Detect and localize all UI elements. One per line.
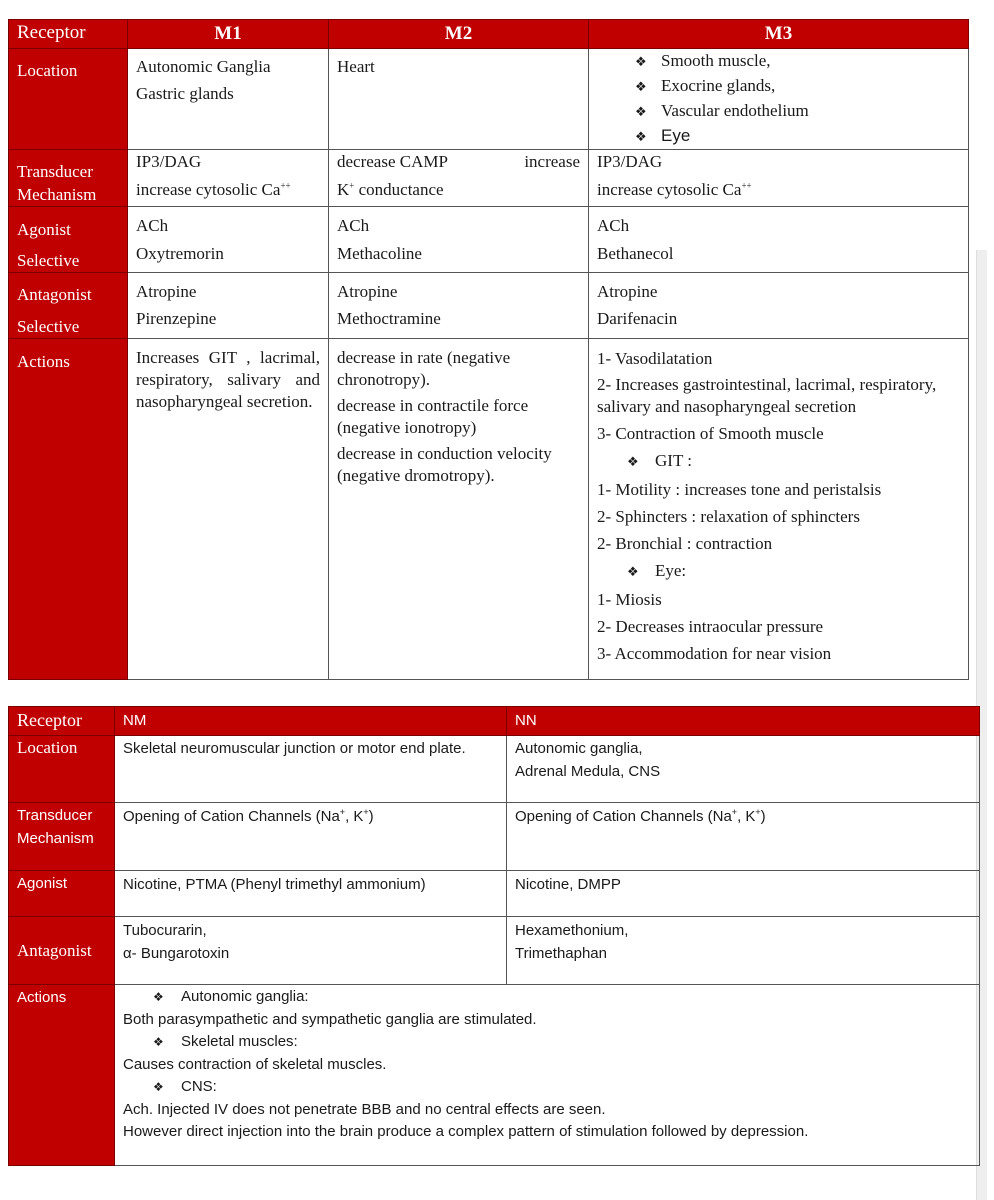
row-label-transducer: Transducer Mechanism: [9, 150, 128, 207]
m2-actions: decrease in rate (negative chronotropy). decrease in contractile force (negative ionotropy) decrease in conduction velocity (negative dromotropy).: [329, 339, 589, 680]
nn-antagonist: Hexamethonium, Trimethaphan: [507, 917, 980, 985]
bullet-icon: ❖: [635, 105, 647, 120]
git-heading: ❖ GIT :: [597, 445, 960, 474]
m2-agonist: ACh Methacoline: [329, 207, 589, 273]
bullet-icon: ❖: [635, 55, 647, 70]
actions-bullet-cns: ❖ CNS:: [123, 1076, 971, 1099]
m3-location-list: [597, 49, 960, 149]
header-receptor: Receptor: [9, 20, 128, 49]
header-m1: M1: [128, 20, 329, 49]
actions-bullet-autonomic: ❖ Autonomic ganglia:: [123, 986, 971, 1009]
header-receptor: Receptor: [9, 707, 115, 736]
table-row-location: [9, 736, 980, 803]
nm-location: Skeletal neuromuscular junction or motor end plate.: [115, 736, 507, 803]
nn-location: Autonomic ganglia, Adrenal Medula, CNS: [507, 736, 980, 803]
row-label-antagonist: Antagonist: [9, 917, 115, 985]
row-label-antagonist: Antagonist Selective: [9, 273, 128, 339]
nm-transducer: Opening of Cation Channels (Na+, K+): [115, 803, 507, 871]
nn-transducer: Opening of Cation Channels (Na+, K+): [507, 803, 980, 871]
row-label-location: Location: [9, 736, 115, 803]
eye-heading: ❖ Eye:: [597, 555, 960, 584]
m1-actions: Increases GIT , lacrimal, respiratory, salivary and nasopharyngeal secretion.: [128, 339, 329, 680]
m1-agonist: ACh Oxytremorin: [128, 207, 329, 273]
bullet-icon: ❖: [153, 1035, 164, 1049]
list-item: ❖ Eye: [635, 124, 960, 149]
bullet-icon: ❖: [153, 990, 164, 1004]
m3-location: [589, 49, 969, 150]
row-label-transducer: Transducer Mechanism: [9, 803, 115, 871]
m3-transducer: IP3/DAG increase cytosolic Ca++: [589, 150, 969, 207]
table-row-actions: [9, 339, 969, 680]
bullet-icon: ❖: [635, 130, 647, 145]
row-label-actions: Actions: [9, 339, 128, 680]
m2-transducer: decrease CAMP increase K+ conductance: [329, 150, 589, 207]
nicotinic-receptor-table: [8, 706, 980, 1166]
m1-transducer: IP3/DAG increase cytosolic Ca++: [128, 150, 329, 207]
bullet-icon: ❖: [627, 565, 639, 580]
list-item: ❖ Smooth muscle,: [635, 49, 960, 74]
table-row-antagonist: [9, 273, 969, 339]
table-row-transducer: [9, 150, 969, 207]
header-nm: NM: [115, 707, 507, 736]
muscarinic-receptor-table: [8, 19, 969, 680]
table-header-row: [9, 707, 980, 736]
bullet-icon: ❖: [153, 1080, 164, 1094]
row-label-actions: Actions: [9, 985, 115, 1166]
m3-agonist: ACh Bethanecol: [589, 207, 969, 273]
m1-antagonist: Atropine Pirenzepine: [128, 273, 329, 339]
nm-agonist: Nicotine, PTMA (Phenyl trimethyl ammonium): [115, 871, 507, 917]
m2-antagonist: Atropine Methoctramine: [329, 273, 589, 339]
table-row-antagonist: [9, 917, 980, 985]
m3-actions: 1- Vasodilatation 2- Increases gastrointestinal, lacrimal, respiratory, salivary and nasopharyngeal secretion 3- Contraction of Smooth muscle ❖ GIT : 1- Motility : increases tone and peristalsis 2- Sphincters : relaxation of sphincters 2- Bronchial : contraction ❖ Eye: 1- Miosis 2- Decreases intraocular pressure 3- Accommodation for near vision: [589, 339, 969, 680]
table-header-row: [9, 20, 969, 49]
row-label-location: Location: [9, 49, 128, 150]
nm-antagonist: Tubocurarin, α- Bungarotoxin: [115, 917, 507, 985]
row-label-agonist: Agonist: [9, 871, 115, 917]
table-row-agonist: [9, 207, 969, 273]
list-item: ❖ Exocrine glands,: [635, 74, 960, 99]
bullet-icon: ❖: [635, 80, 647, 95]
actions-bullet-skeletal: ❖ Skeletal muscles:: [123, 1031, 971, 1054]
table-row-transducer: [9, 803, 980, 871]
m3-antagonist: Atropine Darifenacin: [589, 273, 969, 339]
header-nn: NN: [507, 707, 980, 736]
table-row-actions: [9, 985, 980, 1166]
bullet-icon: ❖: [627, 455, 639, 470]
row-label-agonist: Agonist Selective: [9, 207, 128, 273]
table-row-location: [9, 49, 969, 150]
list-item: ❖ Vascular endothelium: [635, 99, 960, 124]
nicotinic-actions: ❖ Autonomic ganglia: Both parasympathetic and sympathetic ganglia are stimulated. ❖ Skeletal muscles: Causes contraction of skeletal muscles. ❖ CNS: Ach. Injected IV does not penetrate BBB and no central effects are seen. However direct injection into the brain produce a complex pattern of stimulation followed by depression.: [115, 985, 980, 1166]
header-m2: M2: [329, 20, 589, 49]
table-row-agonist: [9, 871, 980, 917]
m1-location: Autonomic Ganglia Gastric glands: [128, 49, 329, 150]
header-m3: M3: [589, 20, 969, 49]
nn-agonist: Nicotine, DMPP: [507, 871, 980, 917]
m2-location: Heart: [329, 49, 589, 150]
